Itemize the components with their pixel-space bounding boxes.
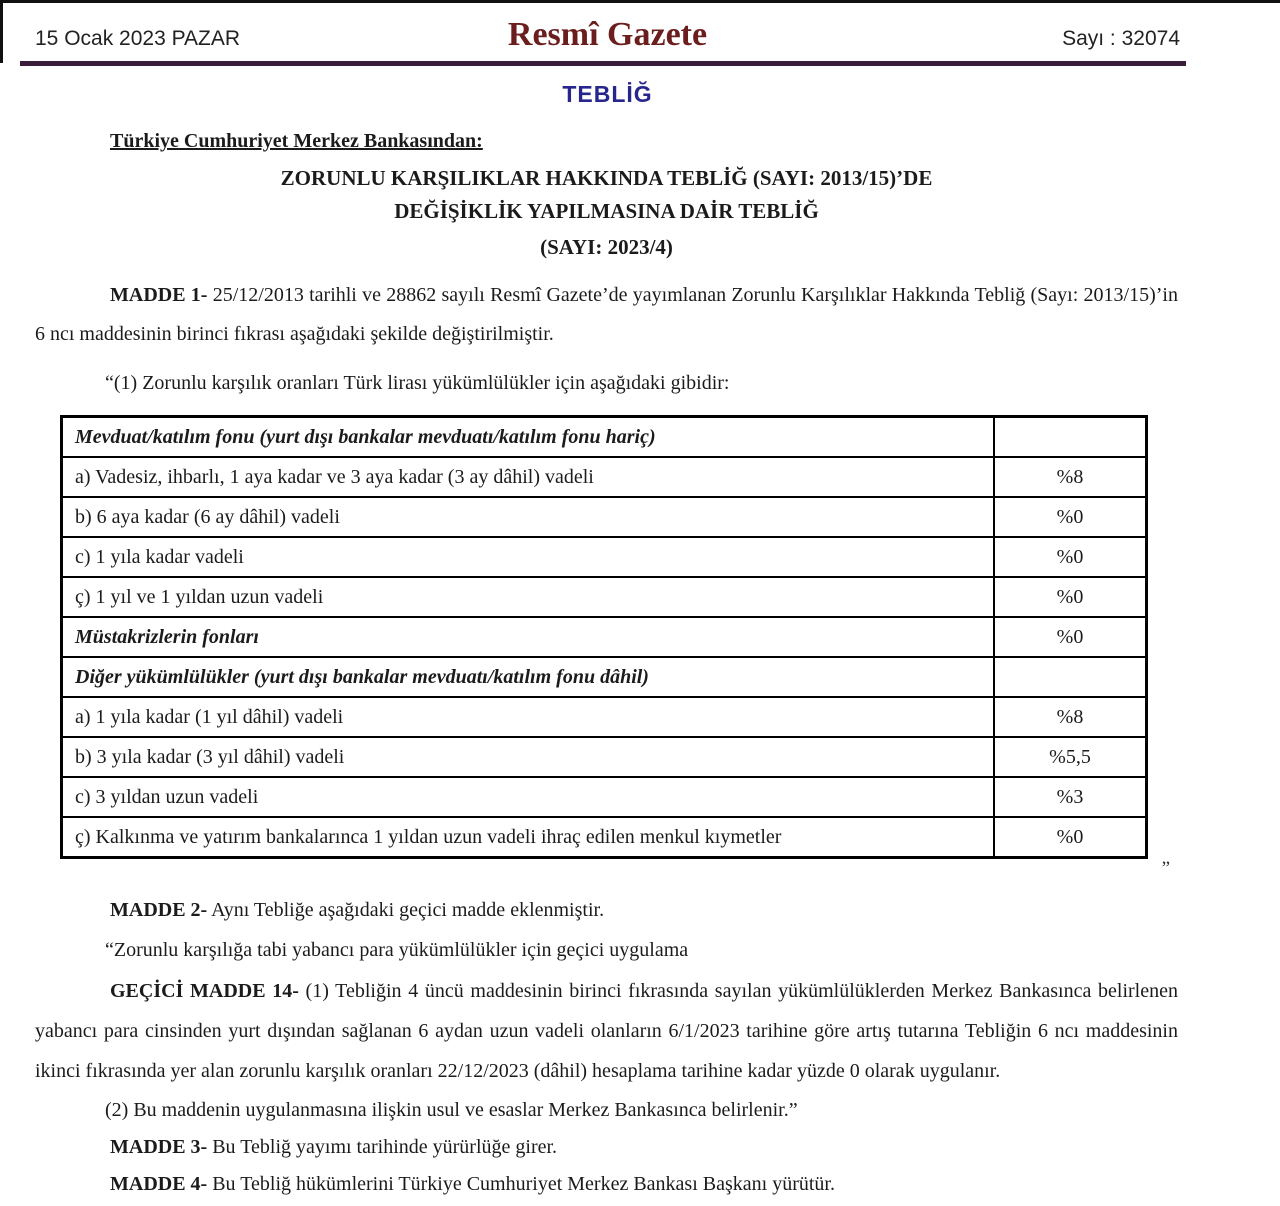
madde-2-label: MADDE 2- <box>110 899 208 921</box>
table-row <box>62 617 1147 657</box>
reserve-ratios-table <box>60 415 1148 859</box>
gecici-madde-14-paragraph <box>35 971 1178 1091</box>
madde-3-label: MADDE 3- <box>110 1136 208 1158</box>
madde-4-line <box>35 1166 1178 1203</box>
liability-label: Müstakrizlerin fonları <box>62 617 995 657</box>
table-row <box>62 417 1147 458</box>
ratio-value: %0 <box>994 497 1147 537</box>
document-body <box>0 130 1280 1203</box>
ratio-value: %5,5 <box>994 737 1147 777</box>
ratio-value: %0 <box>994 817 1147 858</box>
ratio-value: %0 <box>994 577 1147 617</box>
ratio-value: %0 <box>994 617 1147 657</box>
reserve-table-body <box>62 417 1147 858</box>
ratio-value: %8 <box>994 697 1147 737</box>
liability-label: b) 6 aya kadar (6 ay dâhil) vadeli <box>62 497 995 537</box>
communique-title-line-1: ZORUNLU KARŞILIKLAR HAKKINDA TEBLİĞ (SAYI: 2013/15)’DE <box>280 166 933 190</box>
madde-1-paragraph <box>35 276 1178 354</box>
gecici-intro-line: “Zorunlu karşılığa tabi yabancı para yükümlülükler için geçici uygulama <box>105 939 689 961</box>
ratio-value <box>994 417 1147 458</box>
ratio-value: %3 <box>994 777 1147 817</box>
ratio-value: %8 <box>994 457 1147 497</box>
liability-label: a) 1 yıla kadar (1 yıl dâhil) vadeli <box>62 697 995 737</box>
communique-title-line-2: DEĞİŞİKLİK YAPILMASINA DAİR TEBLİĞ <box>394 199 819 223</box>
liability-label: a) Vadesiz, ihbarlı, 1 aya kadar ve 3 aya kadar (3 ay dâhil) vadeli <box>62 457 995 497</box>
issuer-line: Türkiye Cumhuriyet Merkez Bankasından: <box>110 130 483 152</box>
liability-label: Mevduat/katılım fonu (yurt dışı bankalar mevduatı/katılım fonu hariç) <box>62 417 995 458</box>
ratio-value <box>994 657 1147 697</box>
table-row <box>62 497 1147 537</box>
table-row <box>62 817 1147 858</box>
madde-3-text: Bu Tebliğ yayımı tarihinde yürürlüğe girer. <box>207 1136 558 1158</box>
liability-label: b) 3 yıla kadar (3 yıl dâhil) vadeli <box>62 737 995 777</box>
fikra-1-line: “(1) Zorunlu karşılık oranları Türk lirası yükümlülükler için aşağıdaki gibidir: <box>105 372 730 394</box>
madde-1-text: 25/12/2013 tarihli ve 28862 sayılı Resmî Gazete’de yayımlanan Zorunlu Karşılıklar Hakkında Tebliğ (Sayı: 2013/15)’in 6 ncı maddesinin birinci fıkrası aşağıdaki şekilde değiştirilmiştir. <box>35 284 1178 345</box>
madde-1-label: MADDE 1- <box>110 284 208 306</box>
table-row <box>62 697 1147 737</box>
madde-2-text: Aynı Tebliğe aşağıdaki geçici madde eklenmiştir. <box>207 899 605 921</box>
table-row <box>62 537 1147 577</box>
madde-3-line <box>35 1129 1178 1166</box>
liability-label: ç) Kalkınma ve yatırım bankalarınca 1 yıldan uzun vadeli ihraç edilen menkul kıymetler <box>62 817 995 858</box>
communique-title <box>35 162 1178 264</box>
masthead-rule <box>20 61 1186 66</box>
table-row <box>62 657 1147 697</box>
table-row <box>62 457 1147 497</box>
gazette-title: Resmî Gazete <box>507 16 708 53</box>
communique-title-sayi: (SAYI: 2023/4) <box>540 235 673 259</box>
gecici-madde-14-label: GEÇİCİ MADDE 14- <box>110 980 299 1002</box>
gazette-issue-number: Sayı : 32074 <box>1062 27 1180 50</box>
madde-4-text: Bu Tebliğ hükümlerini Türkiye Cumhuriyet Merkez Bankası Başkanı yürütür. <box>207 1173 835 1195</box>
fikra-2-line: (2) Bu maddenin uygulanmasına ilişkin usul ve esaslar Merkez Bankasınca belirlenir.” <box>105 1099 798 1121</box>
gazette-date: 15 Ocak 2023 PAZAR <box>35 27 241 50</box>
gazette-page <box>0 3 1280 1206</box>
screenshot-edge-artifact <box>0 3 3 63</box>
section-heading-teblig: TEBLİĞ <box>562 81 653 107</box>
liability-label: c) 3 yıldan uzun vadeli <box>62 777 995 817</box>
table-row <box>62 777 1147 817</box>
madde-4-label: MADDE 4- <box>110 1173 208 1195</box>
ratio-value: %0 <box>994 537 1147 577</box>
table-row <box>62 737 1147 777</box>
table-row <box>62 577 1147 617</box>
liability-label: Diğer yükümlülükler (yurt dışı bankalar mevduatı/katılım fonu dâhil) <box>62 657 995 697</box>
table-closing-quote: ” <box>1161 858 1170 879</box>
madde-2-line <box>35 891 1178 930</box>
masthead <box>0 3 1280 54</box>
liability-label: c) 1 yıla kadar vadeli <box>62 537 995 577</box>
gecici-madde-14-text: (1) Tebliğin 4 üncü maddesinin birinci fıkrasında sayılan yükümlülüklerden Merkez Bankasınca belirlenen yabancı para cinsinden yurt dışından sağlanan 6 aydan uzun vadeli olanların 6/1/2023 tarihine göre artış tutarına Tebliğin 6 ncı maddesinin ikinci fıkrasında yer alan zorunlu karşılık oranları 22/12/2023 (dâhil) hesaplama tarihine kadar yüzde 0 olarak uygulanır. <box>35 980 1178 1082</box>
liability-label: ç) 1 yıl ve 1 yıldan uzun vadeli <box>62 577 995 617</box>
